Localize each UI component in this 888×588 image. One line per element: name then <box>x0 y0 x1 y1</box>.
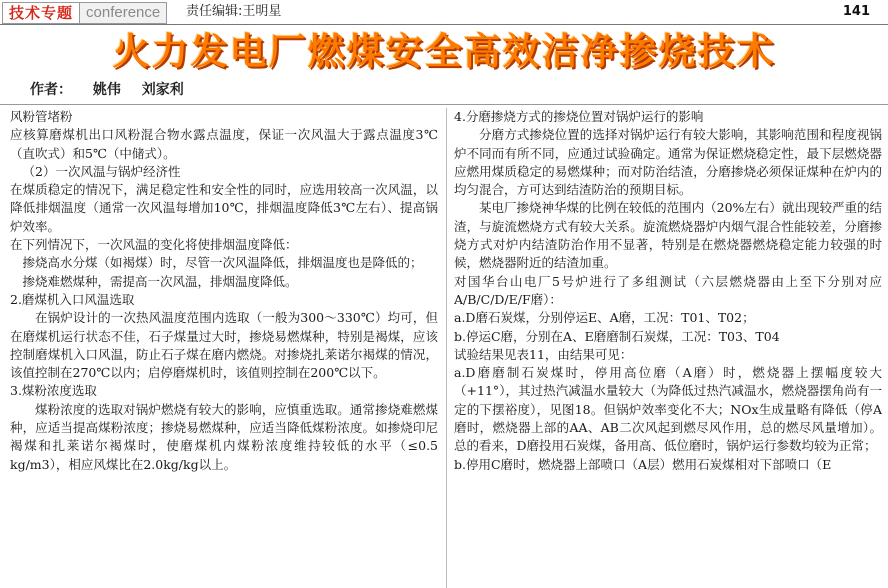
paragraph: 掺烧难燃煤种，需提高一次风温，排烟温度降低。 <box>22 273 298 289</box>
article-title: 火力发电厂燃煤安全高效洁净掺烧技术 <box>112 30 776 73</box>
header-rule <box>0 104 888 105</box>
paragraph: 某电厂掺烧神华煤的比例在较低的范围内（20%左右）就出现较严重的结渣，与旋流燃烧方式有较大关系。旋流燃烧器炉内烟气混合性能较差，分磨掺烧方式对炉内结渣防治作用不显著，特别是在燃烧器燃烧稳定能力较强的时候，燃烧器附近的结渣加重。 <box>454 200 882 271</box>
paragraph: 应核算磨煤机出口风粉混合物水露点温度，保证一次风温大于露点温度3℃（直吹式）和5℃（中储式）。 <box>10 127 438 161</box>
section-logo <box>2 2 167 24</box>
author-name: 刘家利 <box>141 82 184 98</box>
list-item: b.停运C磨，分别在A、E磨磨制石炭煤，工况：T03、T04 <box>454 328 780 344</box>
right-column <box>454 108 882 588</box>
paragraph: 在下列情况下，一次风温的变化将使排烟温度降低： <box>10 237 298 253</box>
section-heading: 4.分磨掺烧方式的掺烧位置对锅炉运行的影响 <box>454 109 704 124</box>
author-line <box>30 80 200 100</box>
paragraph: 在锅炉设计的一次热风温度范围内选取（一般为300～330℃）均可，但在磨煤机运行状态不佳，石子煤量过大时，掺烧易燃煤种，特别是褐煤，应该控制磨煤机入口风温，防止石子煤在磨内燃烧。对掺烧扎莱诺尔褐煤的情况，该值控制在270℃以内；启停磨煤机时，该值则控制在200℃以下。 <box>10 310 438 381</box>
paragraph: 煤粉浓度的选取对锅炉燃烧有较大的影响，应慎重选取。通常掺烧难燃煤种，应适当提高煤粉浓度；掺烧易燃煤种，应适当降低煤粉浓度。如掺烧印尼褐煤和扎莱诺尔褐煤时，使磨煤机内煤粉浓度维持较低的水平（≤0.5 kg/m3），相应风煤比在2.0kg/kg以上。 <box>10 401 438 472</box>
section-heading: 3.煤粉浓度选取 <box>10 383 97 399</box>
paragraph: 试验结果见表11，由结果可见： <box>454 346 633 362</box>
left-column <box>10 108 438 588</box>
paragraph: 掺烧高水分煤（如褐煤）时，尽管一次风温降低，排烟温度也是降低的； <box>22 255 423 271</box>
editor-credit: 责任编辑:王明星 <box>186 4 282 19</box>
page-header <box>0 0 888 25</box>
paragraph: 对国华台山电厂5号炉进行了多组测试（六层燃烧器由上至下分别对应A/B/C/D/E/F磨）： <box>454 273 882 307</box>
paragraph: 分磨方式掺烧位置的选择对锅炉运行有较大影响，其影响范围和程度视锅炉不同而有所不同，应通过试验确定。通常为保证燃烧稳定性，最下层燃烧器应燃用煤质稳定的易燃煤种；而对防治结渣，分磨掺烧必须保证煤种在炉内的均匀混合，方可达到结渣防治的预期目标。 <box>454 127 882 198</box>
authors-label: 作者： <box>30 82 72 98</box>
section-title-cn: 技术专题 <box>3 3 79 23</box>
column-divider <box>446 108 447 588</box>
paragraph: 在煤质稳定的情况下，满足稳定性和安全性的同时，应选用较高一次风温，以降低排烟温度（通常一次风温每增加10℃，排烟温度降低3℃左右）、提高锅炉效率。 <box>10 182 438 234</box>
page-number: 141 <box>842 4 870 19</box>
list-item: a.D磨磨制石炭煤时，停用高位磨（A磨）时，燃烧器上摆幅度较大（+11°），其过热汽减温水量较大（为降低过热汽减温水，燃烧器摆角尚有一定的下摆裕度），见图18。但锅炉效率变化不大；NOx生成量略有降低（停A磨时，燃烧器上部的AA、AB二次风起到燃尽风作用，总的燃尽风量增加）。总的看来，D磨投用石炭煤，备用高、低位磨时，锅炉运行参数均较为正常； <box>454 365 882 454</box>
author-name: 姚伟 <box>92 82 121 98</box>
section-title-en: conference <box>79 3 166 23</box>
list-item: a.D磨石炭煤，分别停运E、A磨，工况：T01、T02； <box>454 310 755 326</box>
section-heading: 2.磨煤机入口风温选取 <box>10 291 135 307</box>
list-item: b.停用C磨时，燃烧器上部喷口（A层）燃用石炭煤相对下部喷口（E <box>454 456 832 472</box>
subheading: （2）一次风温与锅炉经济性 <box>22 163 181 179</box>
paragraph: 风粉管堵粉 <box>10 109 73 124</box>
